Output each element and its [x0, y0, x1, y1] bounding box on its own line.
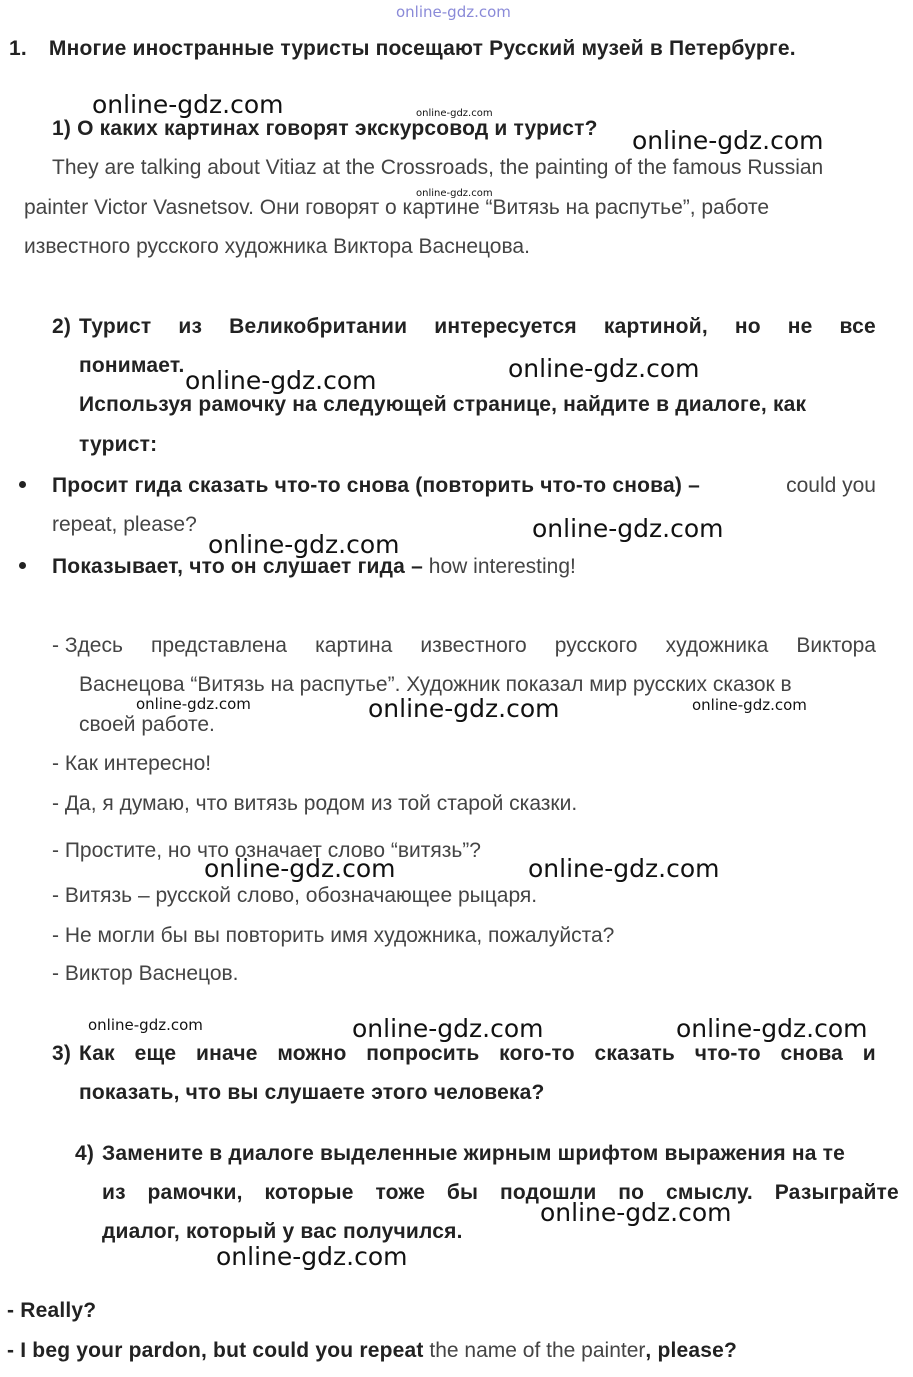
q4-line1: Замените в диалоге выделенные жирным шрифтом выражения на те [102, 1142, 846, 1165]
watermark: online-gdz.com [185, 366, 377, 395]
q2-word: Турист [79, 315, 152, 338]
q3-word: Как [79, 1042, 115, 1065]
q4-word: бы [446, 1181, 479, 1204]
watermark: online-gdz.com [208, 530, 400, 559]
q4-word: тоже [375, 1181, 426, 1204]
q3-line2: показать, что вы слушаете этого человека? [79, 1081, 545, 1104]
q1-answer-line2: painter Victor Vasnetsov. Они говорят о картине “Витязь на распутье”, работе [24, 196, 770, 219]
bullet2-answer: how interesting! [428, 555, 576, 578]
bullet1-answer: could you [786, 474, 876, 497]
bullet-icon [19, 481, 26, 488]
task-number: 1. [9, 37, 27, 60]
dialogue-line3: своей работе. [79, 713, 215, 736]
dialogue-word: Виктора [796, 634, 876, 657]
q4-word: которые [264, 1181, 354, 1204]
task-title: Многие иностранные туристы посещают Русский музей в Петербурге. [48, 37, 796, 60]
q2-word: все [839, 315, 876, 338]
watermark: online-gdz.com [692, 696, 807, 714]
q3-word: и [862, 1042, 876, 1065]
watermark: online-gdz.com [136, 695, 251, 713]
q3-word: сказать [594, 1042, 676, 1065]
q2-line4: турист: [79, 433, 158, 456]
q4-number: 4) [75, 1142, 95, 1165]
q4-word: смыслу. [666, 1181, 753, 1204]
dialogue-word: известного [420, 634, 527, 657]
q3-line1 [79, 1041, 876, 1067]
dialogue-line4: - Как интересно! [52, 752, 212, 775]
watermark: online-gdz.com [368, 694, 560, 723]
q4-line2 [102, 1180, 899, 1206]
dialogue-word: картина [315, 634, 393, 657]
watermark: online-gdz.com [676, 1014, 868, 1043]
q4-word: подошли [499, 1181, 597, 1204]
dialogue-line8: - Не могли бы вы повторить имя художника, пожалуйста? [52, 924, 615, 947]
bullet1-answer-cont: repeat, please? [52, 513, 197, 536]
dialogue-line2: Васнецова “Витязь на распутье”. Художник показал мир русских сказок в [79, 673, 792, 696]
answer-pardon-please: , please? [645, 1339, 738, 1362]
q3-number: 3) [52, 1042, 72, 1065]
dialogue-line5: - Да, я думаю, что витязь родом из той старой сказки. [52, 792, 578, 815]
q4-word: из [102, 1181, 126, 1204]
dialogue-word: художника [665, 634, 769, 657]
answer-really: - Really? [7, 1299, 97, 1322]
bullet1-bold: Просит гида сказать что-то снова (повторить что-то снова) – [52, 474, 700, 497]
q3-word: что-то [694, 1042, 761, 1065]
watermark: online-gdz.com [88, 1016, 203, 1034]
watermark: online-gdz.com [416, 188, 493, 199]
q2-word: не [787, 315, 813, 338]
watermark: online-gdz.com [216, 1242, 408, 1271]
q3-word: можно [277, 1042, 347, 1065]
watermark: online-gdz.com [352, 1014, 544, 1043]
q4-word: рамочки, [147, 1181, 243, 1204]
answer-pardon-regular: the name of the painter [423, 1339, 646, 1362]
q2-word: картиной, [603, 315, 708, 338]
q2-word: Великобритании [229, 315, 408, 338]
q4-word: по [618, 1181, 645, 1204]
dialogue-line6: - Простите, но что означает слово “витязь”? [52, 839, 481, 862]
answer-pardon [7, 1338, 737, 1364]
watermark: online-gdz.com [92, 90, 284, 119]
dialogue-line9: - Виктор Васнецов. [52, 962, 239, 985]
watermark: online-gdz.com [540, 1198, 732, 1227]
bullet2-bold: Показывает, что он слушает гида – [52, 555, 423, 578]
q2-word: интересуется [434, 315, 577, 338]
watermark: online-gdz.com [528, 854, 720, 883]
q3-word: кого-то [499, 1042, 575, 1065]
dialogue-word: русского [554, 634, 638, 657]
dialogue-word: - Здесь [52, 634, 123, 657]
q2-line2: понимает. [79, 354, 185, 377]
q2-number: 2) [52, 315, 72, 338]
watermark: online-gdz.com [508, 354, 700, 383]
bullet1-line1 [52, 473, 876, 499]
bullet-icon [19, 562, 26, 569]
watermark: online-gdz.com [416, 108, 493, 119]
q2-word: из [178, 315, 203, 338]
q1-label: 1) О каких картинах говорят экскурсовод и турист? [52, 117, 598, 140]
dialogue-line7: - Витязь – русской слово, обозначающее рыцаря. [52, 884, 538, 907]
watermark: online-gdz.com [532, 514, 724, 543]
q3-word: снова [780, 1042, 844, 1065]
q3-word: еще [134, 1042, 177, 1065]
q2-line3: Используя рамочку на следующей странице, найдите в диалоге, как [79, 393, 807, 416]
dialogue-line1 [52, 633, 876, 659]
q2-line1 [79, 314, 876, 340]
watermark: online-gdz.com [632, 126, 824, 155]
q3-word: попросить [366, 1042, 480, 1065]
task-heading [9, 36, 796, 62]
dialogue-word: представлена [151, 634, 287, 657]
q3-word: иначе [196, 1042, 258, 1065]
q2-word: но [734, 315, 761, 338]
q1-answer-line3: известного русского художника Виктора Васнецова. [24, 235, 530, 258]
watermark: online-gdz.com [204, 854, 396, 883]
watermark-top: online-gdz.com [396, 3, 511, 21]
q1-answer-line1: They are talking about Vitiaz at the Crossroads, the painting of the famous Russian [52, 156, 824, 179]
q4-word: Разыграйте [774, 1181, 899, 1204]
answer-pardon-bold: - I beg your pardon, but could you repeat [7, 1339, 424, 1362]
q4-line3: диалог, который у вас получился. [102, 1220, 463, 1243]
